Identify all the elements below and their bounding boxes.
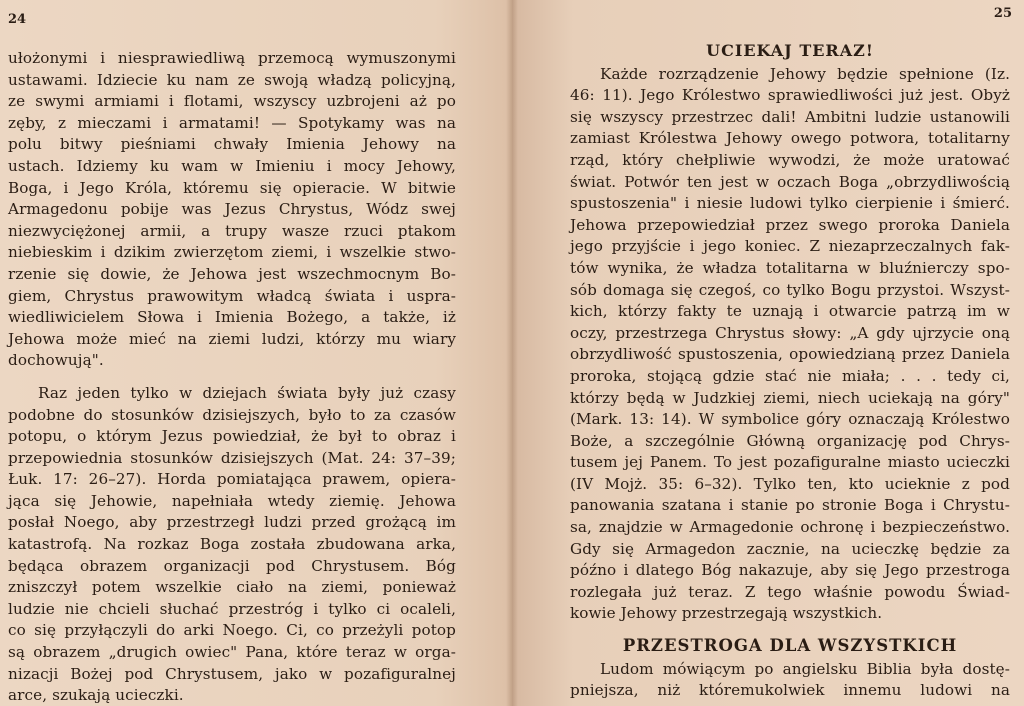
text-line: Boże, a szczególnie Główną organizację pod Chrys- bbox=[570, 431, 1010, 450]
text-line: będąca obrazem organizacji pod Chrystusem. Bóg bbox=[8, 556, 456, 575]
text-line: jego przyjście i jego koniec. Z niezaprzeczalnych fak- bbox=[570, 237, 1010, 256]
text-line: rząd, który chełpliwie wywodzi, że może uratować bbox=[570, 150, 1010, 169]
text-line: niezwyciężonej armii, a trupy wasze rzuci ptakom bbox=[8, 221, 456, 240]
text-line: Łuk. 17: 26–27). Horda pomiatająca prawem, opiera- bbox=[8, 470, 456, 489]
text-line: 46: 11). Jego Królestwo sprawiedliwości już jest. Obyż bbox=[570, 86, 1010, 105]
page-number-right: 25 bbox=[993, 6, 1012, 21]
book-gutter bbox=[506, 0, 518, 706]
text-line: co się przyłączyli do arki Noego. Ci, co przeżyli potop bbox=[8, 621, 456, 640]
text-line: posłał Noego, aby przestrzegł ludzi przed grożącą im bbox=[8, 513, 456, 532]
text-line: podobne do stosunków dzisiejszych, było to za czasów bbox=[8, 405, 456, 424]
text-line: spustoszenia" i niesie ludowi tylko cierpienie i śmierć. bbox=[570, 194, 1010, 213]
text-line: panowania szatana i stanie po stronie Boga i Chrystu- bbox=[570, 496, 1010, 515]
section-heading-flee-now: UCIEKAJ TERAZ! bbox=[706, 41, 874, 60]
text-line: kich, którzy fakty te uznają i otwarcie patrzą im w bbox=[570, 302, 1010, 321]
text-line: giem, Chrystus prawowitym władcą świata i uspra- bbox=[8, 286, 456, 305]
text-line: Ludom mówiącym po angielsku Biblia była dostę- bbox=[600, 659, 1010, 678]
text-line: oczy, przestrzega Chrystus słowy: „A gdy ujrzycie oną bbox=[570, 323, 1010, 342]
text-line: potopu, o którym Jezus powiedział, że był to obraz i bbox=[8, 427, 456, 446]
text-line: jąca się Jehowie, napełniała wtedy ziemię. Jehowa bbox=[8, 491, 456, 510]
text-line: ustawami. Idziecie ku nam ze swoją władzą policyjną, bbox=[8, 70, 456, 89]
text-line: są obrazem „drugich owiec" Pana, które teraz w orga- bbox=[8, 643, 456, 662]
text-line: proroka, stojącą gdzie stać nie miała; . . . tedy ci, bbox=[570, 366, 1010, 385]
text-line: ustach. Idziemy ku wam w Imieniu i mocy Jehowy, bbox=[8, 156, 456, 175]
text-line: ze swymi armiami i flotami, wszyscy uzbrojeni aż po bbox=[8, 92, 456, 111]
text-line: świat. Potwór ten jest w oczach Boga „obrzydliwością bbox=[570, 172, 1010, 191]
text-line: (Mark. 13: 14). W symbolice góry oznaczają Królestwo bbox=[570, 410, 1010, 429]
paragraph bbox=[570, 659, 1010, 702]
text-line: wiedliwicielem Słowa i Imienia Bożego, a także, iż bbox=[8, 308, 456, 327]
paragraph-gap bbox=[8, 372, 456, 383]
text-line: Gdy się Armagedon zacznie, na ucieczkę będzie za bbox=[570, 539, 1010, 558]
text-line: Boga, i Jego Króla, któremu się opieracie. W bitwie bbox=[8, 178, 456, 197]
text-line: niebieskim i dzikim zwierzętom ziemi, i wszelkie stwo- bbox=[8, 243, 456, 262]
text-line: zęby, z mieczami i armatami! — Spotykamy was na bbox=[8, 113, 456, 132]
text-line: tusem jej Panem. To jest pozafiguralne miasto ucieczki (IV Mojż. 35: 6–32). Tylko ten, kto ucieknie z pod bbox=[570, 453, 1010, 493]
left-page-text bbox=[8, 48, 456, 706]
text-line: tów wynika, że władza totalitarna w bluźnierczy spo- bbox=[570, 258, 1010, 277]
text-line: którzy będą w Judzkiej ziemi, niech uciekają na góry" bbox=[570, 388, 1010, 407]
text-line: się wszyscy przestrzec dali! Ambitni ludzie ustanowili bbox=[570, 107, 1010, 126]
text-line: Jehowa przepowiedział przez swego proroka Daniela bbox=[570, 215, 1010, 234]
text-line: ułożonymi i niesprawiedliwą przemocą wymuszonymi bbox=[8, 49, 456, 67]
text-line: Raz jeden tylko w dziejach świata były już czasy bbox=[38, 383, 456, 402]
right-page bbox=[512, 0, 1024, 706]
text-line: katastrofą. Na rozkaz Boga została zbudowana arka, bbox=[8, 535, 456, 554]
text-line: sób domaga się czegoś, co tylko Bogu przystoi. Wszyst- bbox=[570, 280, 1010, 299]
right-page-text bbox=[570, 40, 1010, 702]
text-line: zamiast Królestwa Jehowy owego potwora, totalitarny bbox=[570, 129, 1010, 148]
text-line: polu bitwy pieśniami chwały Imienia Jehowy na bbox=[8, 135, 456, 154]
paragraph bbox=[570, 64, 1010, 625]
text-line: przepowiednia stosunków dzisiejszych (Mat. 24: 37–39; bbox=[8, 448, 456, 467]
paragraph bbox=[8, 383, 456, 706]
text-line: dochowują". bbox=[8, 351, 104, 370]
paragraph bbox=[8, 48, 456, 372]
text-line: pniejsza, niż któremukolwiek innemu ludowi na bbox=[570, 681, 1010, 700]
text-line: zniszczył potem wszelkie ciało na ziemi, ponieważ bbox=[8, 578, 456, 597]
text-line: arce, szukają ucieczki. bbox=[8, 686, 184, 705]
text-line: późno i dlatego Bóg nakazuje, aby się Jego przestroga bbox=[570, 561, 1010, 580]
section-heading-warning-for-all: PRZESTROGA DLA WSZYSTKICH bbox=[622, 636, 958, 656]
text-line: rozlegała już teraz. Z tego właśnie powodu Świad- bbox=[570, 582, 1010, 601]
text-line: obrzydliwość spustoszenia, opowiedzianą przez Daniela bbox=[570, 345, 1010, 364]
text-line: nizacji Bożej pod Chrystusem, jako w pozafiguralnej bbox=[8, 664, 456, 683]
text-line: Jehowa może mieć na ziemi ludzi, którzy mu wiary bbox=[8, 329, 456, 348]
text-line: kowie Jehowy przestrzegają wszystkich. bbox=[570, 604, 883, 623]
text-line: sa, znajdzie w Armagedonie ochronę i bezpieczeństwo. bbox=[570, 518, 1010, 537]
page-number-left: 24 bbox=[8, 12, 27, 27]
text-line: ludzie nie chcieli słuchać przestróg i tylko ci ocaleli, bbox=[8, 599, 456, 618]
text-line: Każde rozrządzenie Jehowy będzie spełnione (Iz. bbox=[600, 64, 1010, 83]
text-line: rzenie się dowie, że Jehowa jest wszechmocnym Bo- bbox=[8, 264, 456, 283]
text-line: Armagedonu pobije was Jezus Chrystus, Wódz swej bbox=[8, 200, 456, 219]
